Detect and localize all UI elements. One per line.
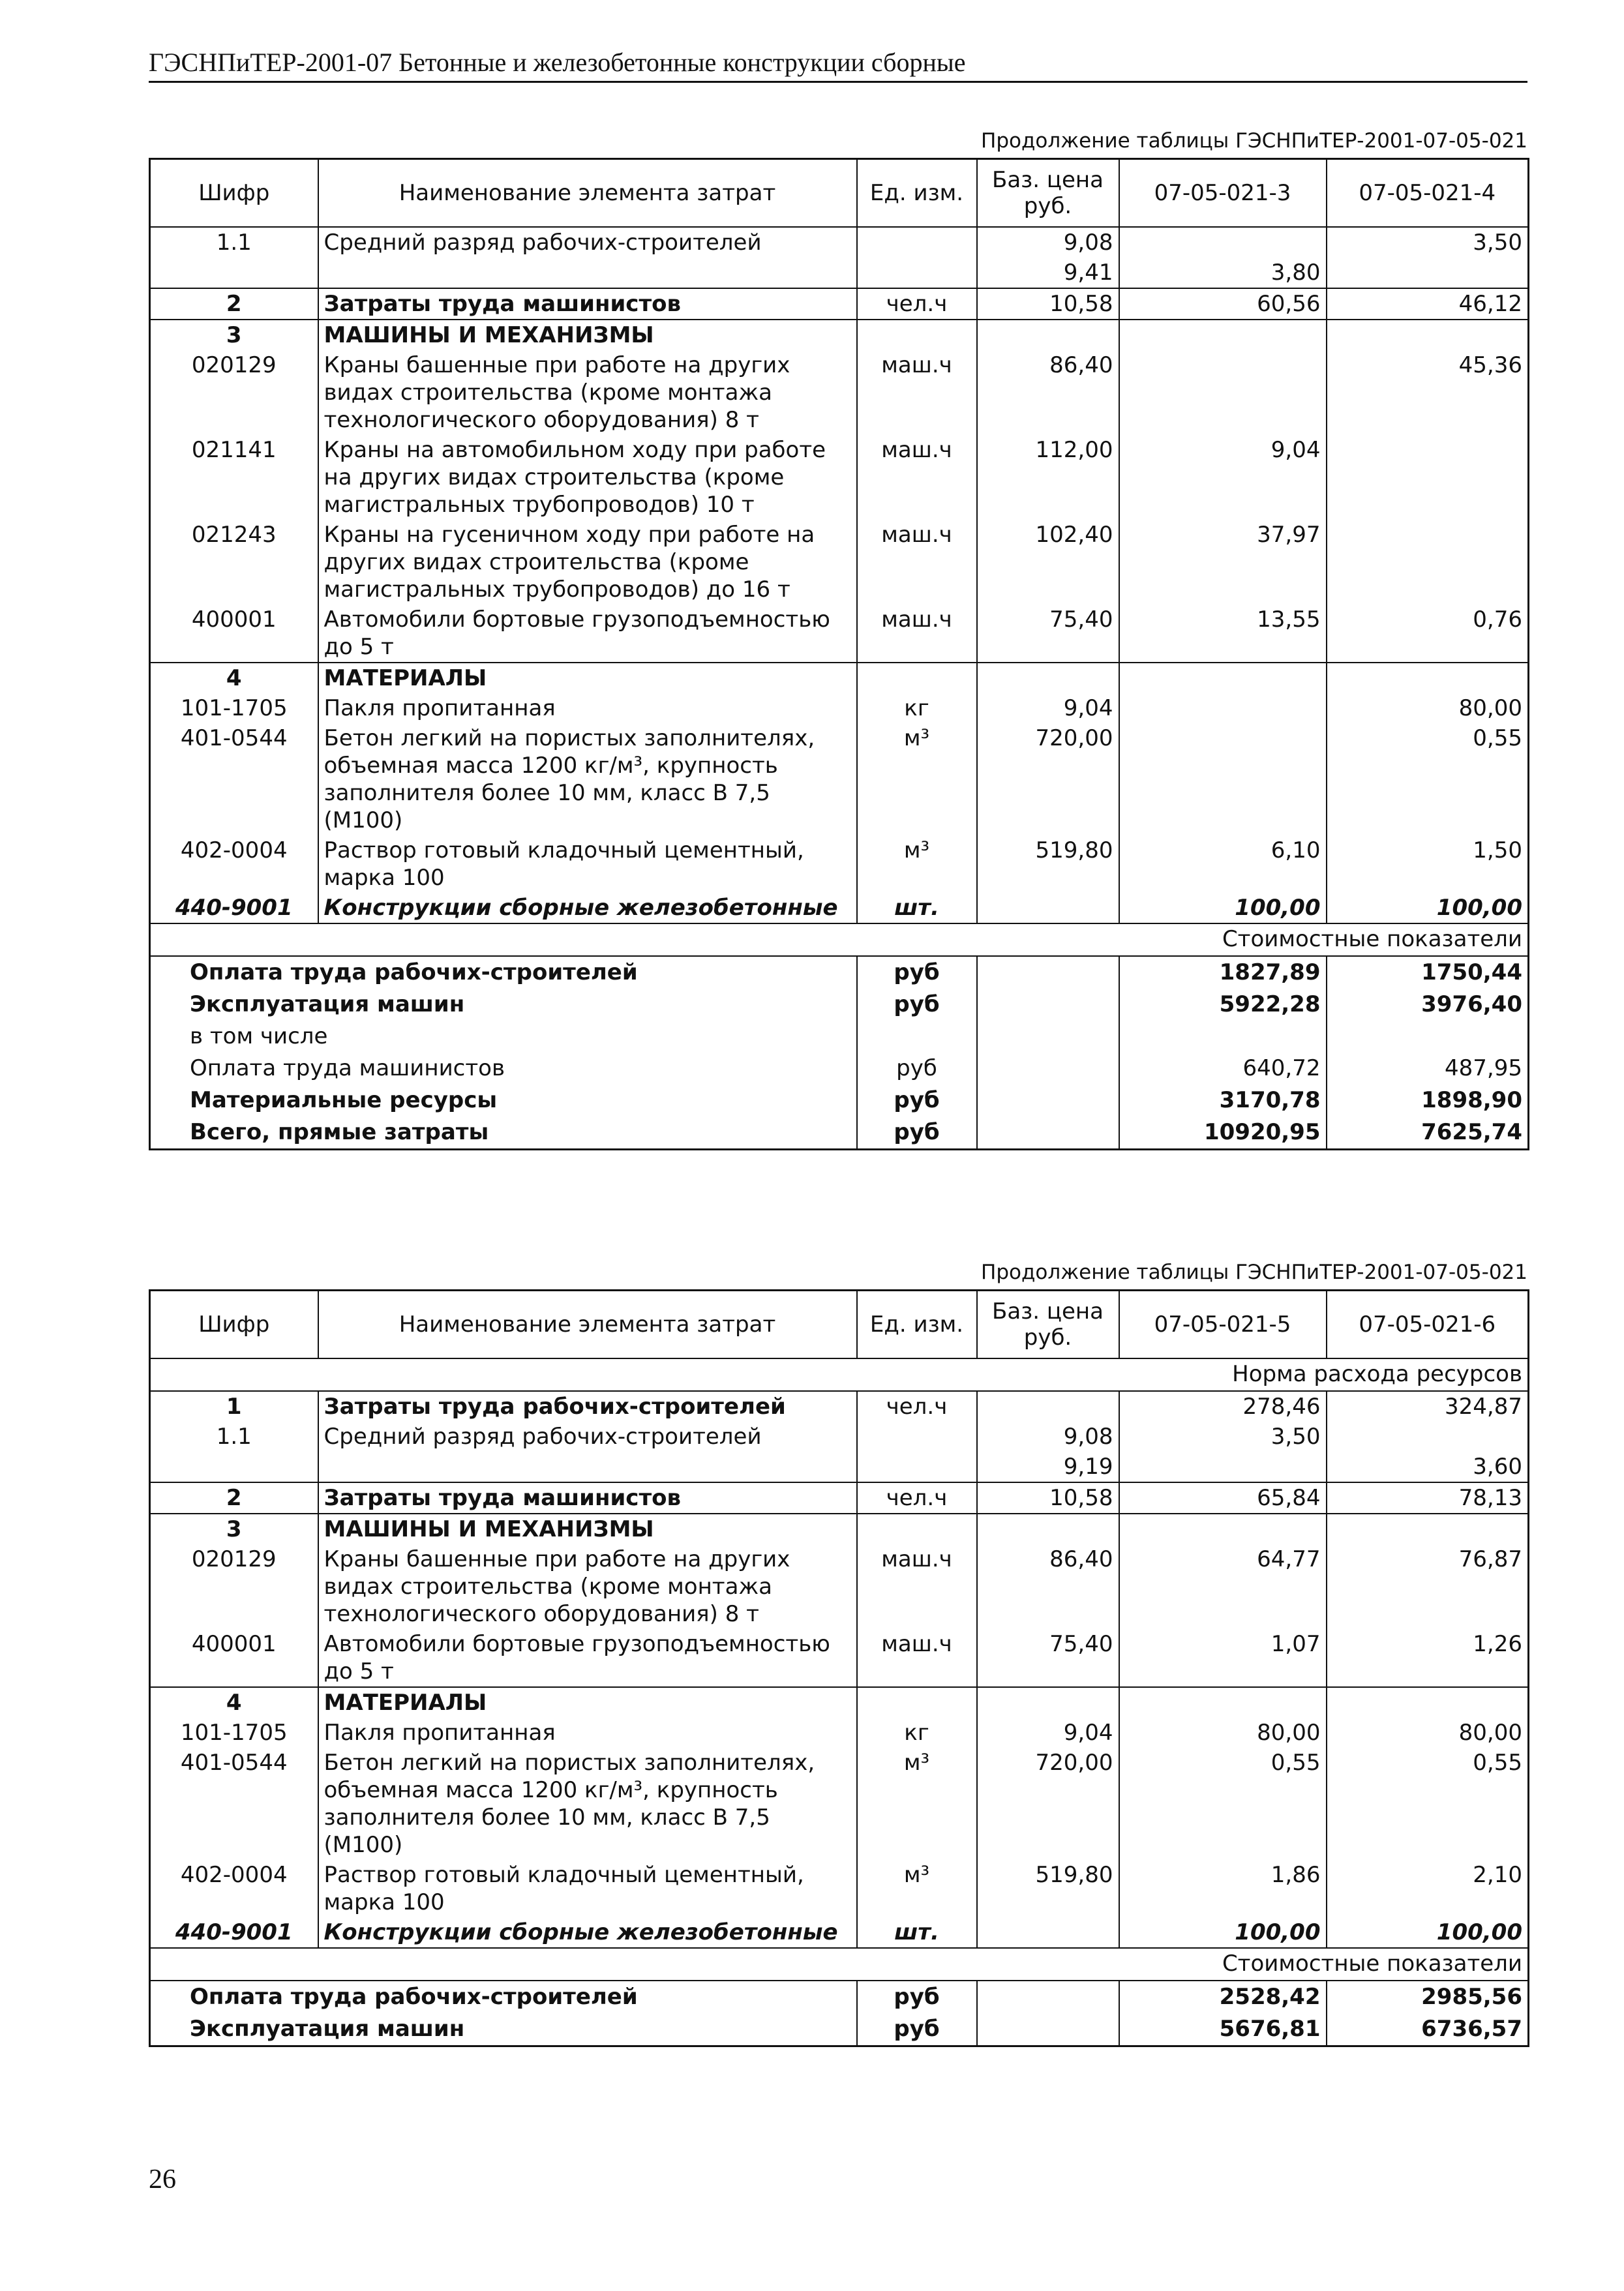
- table-row: [150, 227, 1529, 258]
- row-price: 519,80: [977, 835, 1119, 893]
- row-value-a: 3,50: [1119, 1422, 1327, 1452]
- col-header-unit: Ед. изм.: [857, 1291, 977, 1359]
- row-name: МАТЕРИАЛЫ: [318, 663, 857, 693]
- row-value-a: 65,84: [1119, 1482, 1327, 1514]
- col-header-b: 07-05-021-4: [1327, 159, 1529, 228]
- row-value-b: [1327, 1422, 1529, 1452]
- row-value-a: 9,04: [1119, 435, 1327, 520]
- cost-value-a: 3170,78: [1119, 1085, 1327, 1116]
- row-value-a: [1119, 1452, 1327, 1482]
- row-code: 3: [150, 320, 318, 350]
- row-name: Конструкции сборные железобетонные: [318, 893, 857, 923]
- cost-value-b: 7625,74: [1327, 1116, 1529, 1150]
- cost-row: [150, 1085, 1529, 1116]
- row-price: 9,19: [977, 1452, 1119, 1482]
- row-unit: маш.ч: [857, 1544, 977, 1629]
- cost-price-empty: [977, 1981, 1119, 2013]
- row-name: Бетон легкий на пористых заполнителях, объемная масса 1200 кг/м³, крупность заполнителя более 10 мм, класс В 7,5 (М100): [318, 723, 857, 835]
- row-value-a: 1,07: [1119, 1629, 1327, 1687]
- cost-row: [150, 1116, 1529, 1150]
- cost-price-empty: [977, 956, 1119, 989]
- cost-price-empty: [977, 1085, 1119, 1116]
- norm-band-label: Норма расхода ресурсов: [150, 1358, 1529, 1391]
- table-row: [150, 1482, 1529, 1514]
- row-name: МАШИНЫ И МЕХАНИЗМЫ: [318, 320, 857, 350]
- cost-band-label: Стоимостные показатели: [150, 923, 1529, 956]
- row-code: 020129: [150, 1544, 318, 1629]
- row-unit: маш.ч: [857, 520, 977, 605]
- row-value-b: 45,36: [1327, 350, 1529, 435]
- cost-band-row: [150, 1948, 1529, 1981]
- row-price: 519,80: [977, 1860, 1119, 1917]
- row-unit: [857, 258, 977, 288]
- table-row: [150, 258, 1529, 288]
- cost-value-a: [1119, 1021, 1327, 1053]
- row-price: 9,08: [977, 227, 1119, 258]
- row-value-b: 80,00: [1327, 1718, 1529, 1748]
- cost-value-b: 2985,56: [1327, 1981, 1529, 2013]
- row-code: 3: [150, 1514, 318, 1544]
- row-name: Краны на автомобильном ходу при работе на других видах строительства (кроме магистральных трубопроводов) 10 т: [318, 435, 857, 520]
- row-code: 021243: [150, 520, 318, 605]
- row-price: [977, 893, 1119, 923]
- row-name: Автомобили бортовые грузоподъемностью до 5 т: [318, 605, 857, 663]
- row-code: 402-0004: [150, 1860, 318, 1917]
- row-name: [318, 258, 857, 288]
- table-row: [150, 893, 1529, 923]
- row-value-b: [1327, 663, 1529, 693]
- row-code: [150, 1452, 318, 1482]
- row-code: 101-1705: [150, 1718, 318, 1748]
- cost-unit: руб: [857, 2013, 977, 2046]
- cost-row: [150, 1981, 1529, 2013]
- row-code: 1.1: [150, 227, 318, 258]
- row-name: Затраты труда рабочих-строителей: [318, 1391, 857, 1422]
- table-row: [150, 1718, 1529, 1748]
- header-rule: [149, 81, 1527, 83]
- row-value-a: [1119, 663, 1327, 693]
- row-code: 1: [150, 1391, 318, 1422]
- table-row: [150, 1452, 1529, 1482]
- table-row: [150, 1687, 1529, 1718]
- cost-band-label: Стоимостные показатели: [150, 1948, 1529, 1981]
- row-price: [977, 1391, 1119, 1422]
- row-price: 10,58: [977, 1482, 1119, 1514]
- row-price: 9,41: [977, 258, 1119, 288]
- table-row: [150, 723, 1529, 835]
- table-row: [150, 1629, 1529, 1687]
- row-code: 440-9001: [150, 1917, 318, 1948]
- cost-unit: руб: [857, 1116, 977, 1150]
- cost-name: Эксплуатация машин: [150, 2013, 857, 2046]
- table-row: [150, 288, 1529, 320]
- row-code: 2: [150, 1482, 318, 1514]
- cost-row: [150, 2013, 1529, 2046]
- page-number: 26: [149, 2164, 176, 2194]
- row-value-a: [1119, 723, 1327, 835]
- row-name: Краны башенные при работе на других видах строительства (кроме монтажа технологического оборудования) 8 т: [318, 350, 857, 435]
- row-name: Раствор готовый кладочный цементный, марка 100: [318, 835, 857, 893]
- cost-name: Материальные ресурсы: [150, 1085, 857, 1116]
- row-code: 1.1: [150, 1422, 318, 1452]
- row-value-b: 46,12: [1327, 288, 1529, 320]
- running-header: ГЭСНПиТЕР-2001-07 Бетонные и железобетонные конструкции сборные: [149, 48, 966, 77]
- row-name: Конструкции сборные железобетонные: [318, 1917, 857, 1948]
- row-value-b: 0,76: [1327, 605, 1529, 663]
- table-row: [150, 1917, 1529, 1948]
- row-price: 9,08: [977, 1422, 1119, 1452]
- row-value-a: [1119, 227, 1327, 258]
- row-unit: [857, 663, 977, 693]
- cost-band-row: [150, 923, 1529, 956]
- row-value-a: 13,55: [1119, 605, 1327, 663]
- row-price: 86,40: [977, 350, 1119, 435]
- row-value-a: [1119, 1514, 1327, 1544]
- row-code: 402-0004: [150, 835, 318, 893]
- table-row: [150, 350, 1529, 435]
- row-value-a: 64,77: [1119, 1544, 1327, 1629]
- row-price: 9,04: [977, 1718, 1119, 1748]
- row-value-a: 3,80: [1119, 258, 1327, 288]
- cost-unit: руб: [857, 1053, 977, 1085]
- row-unit: чел.ч: [857, 288, 977, 320]
- row-name: МАШИНЫ И МЕХАНИЗМЫ: [318, 1514, 857, 1544]
- row-price: [977, 1917, 1119, 1948]
- row-price: [977, 663, 1119, 693]
- row-code: 2: [150, 288, 318, 320]
- table2-header-row: [150, 1291, 1529, 1359]
- cost-value-b: 487,95: [1327, 1053, 1529, 1085]
- table-row: [150, 1748, 1529, 1860]
- row-unit: м³: [857, 1860, 977, 1917]
- row-value-b: 100,00: [1327, 893, 1529, 923]
- cost-value-a: 2528,42: [1119, 1981, 1327, 2013]
- row-unit: [857, 1452, 977, 1482]
- col-header-a: 07-05-021-5: [1119, 1291, 1327, 1359]
- cost-value-a: 5922,28: [1119, 989, 1327, 1021]
- cost-price-empty: [977, 1116, 1119, 1150]
- row-value-b: 2,10: [1327, 1860, 1529, 1917]
- cost-value-a: 10920,95: [1119, 1116, 1327, 1150]
- col-header-name: Наименование элемента затрат: [318, 159, 857, 228]
- row-price: 10,58: [977, 288, 1119, 320]
- table1-header-row: [150, 159, 1529, 228]
- row-name: Автомобили бортовые грузоподъемностью до 5 т: [318, 1629, 857, 1687]
- table1: [149, 158, 1529, 1150]
- col-header-price: Баз. цена руб.: [977, 159, 1119, 228]
- row-code: 101-1705: [150, 693, 318, 723]
- row-value-a: 1,86: [1119, 1860, 1327, 1917]
- cost-unit: руб: [857, 1981, 977, 2013]
- row-price: 112,00: [977, 435, 1119, 520]
- cost-name: Эксплуатация машин: [150, 989, 857, 1021]
- cost-row: [150, 956, 1529, 989]
- cost-price-empty: [977, 1053, 1119, 1085]
- cost-value-b: 1898,90: [1327, 1085, 1529, 1116]
- row-value-b: 3,60: [1327, 1452, 1529, 1482]
- row-value-a: 80,00: [1119, 1718, 1327, 1748]
- row-unit: [857, 1514, 977, 1544]
- col-header-a: 07-05-021-3: [1119, 159, 1327, 228]
- cost-value-a: 640,72: [1119, 1053, 1327, 1085]
- row-name: Пакля пропитанная: [318, 693, 857, 723]
- row-name: Средний разряд рабочих-строителей: [318, 1422, 857, 1452]
- row-value-a: 6,10: [1119, 835, 1327, 893]
- row-name: Краны башенные при работе на других видах строительства (кроме монтажа технологического оборудования) 8 т: [318, 1544, 857, 1629]
- row-value-b: [1327, 1687, 1529, 1718]
- row-value-a: 60,56: [1119, 288, 1327, 320]
- cost-value-b: 6736,57: [1327, 2013, 1529, 2046]
- row-unit: чел.ч: [857, 1391, 977, 1422]
- row-price: 75,40: [977, 605, 1119, 663]
- table2: [149, 1289, 1529, 2047]
- row-code: 020129: [150, 350, 318, 435]
- table1-continuation-label: Продолжение таблицы ГЭСНПиТЕР-2001-07-05-021: [981, 129, 1527, 153]
- row-value-b: 80,00: [1327, 693, 1529, 723]
- row-value-b: [1327, 320, 1529, 350]
- cost-price-empty: [977, 1021, 1119, 1053]
- col-header-price: Баз. цена руб.: [977, 1291, 1119, 1359]
- row-unit: м³: [857, 723, 977, 835]
- cost-value-b: 1750,44: [1327, 956, 1529, 989]
- table-row: [150, 605, 1529, 663]
- row-unit: [857, 227, 977, 258]
- cost-name: в том числе: [150, 1021, 857, 1053]
- table-row: [150, 1544, 1529, 1629]
- cost-value-a: 1827,89: [1119, 956, 1327, 989]
- cost-value-b: 3976,40: [1327, 989, 1529, 1021]
- row-name: Раствор готовый кладочный цементный, марка 100: [318, 1860, 857, 1917]
- row-code: 400001: [150, 605, 318, 663]
- cost-value-a: 5676,81: [1119, 2013, 1327, 2046]
- col-header-b: 07-05-021-6: [1327, 1291, 1529, 1359]
- row-unit: маш.ч: [857, 1629, 977, 1687]
- cost-row: [150, 989, 1529, 1021]
- cost-name: Оплата труда рабочих-строителей: [150, 956, 857, 989]
- cost-name: Оплата труда машинистов: [150, 1053, 857, 1085]
- row-unit: маш.ч: [857, 605, 977, 663]
- cost-row: [150, 1021, 1529, 1053]
- col-header-name: Наименование элемента затрат: [318, 1291, 857, 1359]
- row-value-b: 3,50: [1327, 227, 1529, 258]
- table2-continuation-label: Продолжение таблицы ГЭСНПиТЕР-2001-07-05-021: [981, 1261, 1527, 1284]
- row-value-a: 100,00: [1119, 1917, 1327, 1948]
- cost-unit: руб: [857, 989, 977, 1021]
- row-value-b: 0,55: [1327, 1748, 1529, 1860]
- row-code: 400001: [150, 1629, 318, 1687]
- table-row: [150, 1422, 1529, 1452]
- row-code: 440-9001: [150, 893, 318, 923]
- cost-name: Оплата труда рабочих-строителей: [150, 1981, 857, 2013]
- table-row: [150, 1391, 1529, 1422]
- row-value-b: [1327, 520, 1529, 605]
- col-header-code: Шифр: [150, 1291, 318, 1359]
- row-name: Затраты труда машинистов: [318, 1482, 857, 1514]
- row-value-a: [1119, 693, 1327, 723]
- row-code: 021141: [150, 435, 318, 520]
- row-value-b: [1327, 435, 1529, 520]
- cost-unit: [857, 1021, 977, 1053]
- row-value-a: 37,97: [1119, 520, 1327, 605]
- row-price: [977, 1687, 1119, 1718]
- table-row: [150, 835, 1529, 893]
- cost-unit: руб: [857, 956, 977, 989]
- row-code: 4: [150, 1687, 318, 1718]
- row-code: 401-0544: [150, 1748, 318, 1860]
- row-name: Краны на гусеничном ходу при работе на других видах строительства (кроме магистральных трубопроводов) до 16 т: [318, 520, 857, 605]
- row-value-b: 78,13: [1327, 1482, 1529, 1514]
- table-row: [150, 520, 1529, 605]
- row-unit: м³: [857, 1748, 977, 1860]
- row-unit: маш.ч: [857, 350, 977, 435]
- row-name: МАТЕРИАЛЫ: [318, 1687, 857, 1718]
- row-value-a: 0,55: [1119, 1748, 1327, 1860]
- row-value-a: [1119, 350, 1327, 435]
- row-value-b: 76,87: [1327, 1544, 1529, 1629]
- cost-unit: руб: [857, 1085, 977, 1116]
- row-unit: чел.ч: [857, 1482, 977, 1514]
- cost-price-empty: [977, 2013, 1119, 2046]
- row-price: 720,00: [977, 723, 1119, 835]
- col-header-code: Шифр: [150, 159, 318, 228]
- row-value-b: 100,00: [1327, 1917, 1529, 1948]
- cost-name: Всего, прямые затраты: [150, 1116, 857, 1150]
- row-name: Затраты труда машинистов: [318, 288, 857, 320]
- table-row: [150, 693, 1529, 723]
- cost-value-b: [1327, 1021, 1529, 1053]
- row-code: 4: [150, 663, 318, 693]
- row-unit: [857, 1422, 977, 1452]
- table-row: [150, 435, 1529, 520]
- cost-row: [150, 1053, 1529, 1085]
- row-price: [977, 1514, 1119, 1544]
- row-price: 75,40: [977, 1629, 1119, 1687]
- row-value-b: 324,87: [1327, 1391, 1529, 1422]
- row-unit: [857, 1687, 977, 1718]
- row-value-b: [1327, 258, 1529, 288]
- row-value-b: 1,26: [1327, 1629, 1529, 1687]
- row-unit: кг: [857, 1718, 977, 1748]
- table-row: [150, 663, 1529, 693]
- row-unit: шт.: [857, 893, 977, 923]
- row-price: 9,04: [977, 693, 1119, 723]
- row-code: [150, 258, 318, 288]
- row-name: Пакля пропитанная: [318, 1718, 857, 1748]
- row-code: 401-0544: [150, 723, 318, 835]
- norm-band-row: [150, 1358, 1529, 1391]
- row-name: Средний разряд рабочих-строителей: [318, 227, 857, 258]
- row-value-a: [1119, 1687, 1327, 1718]
- row-price: 86,40: [977, 1544, 1119, 1629]
- cost-price-empty: [977, 989, 1119, 1021]
- row-value-b: 1,50: [1327, 835, 1529, 893]
- row-value-a: 100,00: [1119, 893, 1327, 923]
- row-unit: шт.: [857, 1917, 977, 1948]
- table-row: [150, 1514, 1529, 1544]
- table-row: [150, 320, 1529, 350]
- row-unit: м³: [857, 835, 977, 893]
- row-value-b: [1327, 1514, 1529, 1544]
- row-value-a: [1119, 320, 1327, 350]
- row-value-b: 0,55: [1327, 723, 1529, 835]
- row-name: Бетон легкий на пористых заполнителях, объемная масса 1200 кг/м³, крупность заполнителя более 10 мм, класс В 7,5 (М100): [318, 1748, 857, 1860]
- row-unit: [857, 320, 977, 350]
- row-price: 720,00: [977, 1748, 1119, 1860]
- row-value-a: 278,46: [1119, 1391, 1327, 1422]
- table-row: [150, 1860, 1529, 1917]
- row-unit: маш.ч: [857, 435, 977, 520]
- row-unit: кг: [857, 693, 977, 723]
- row-price: [977, 320, 1119, 350]
- row-name: [318, 1452, 857, 1482]
- row-price: 102,40: [977, 520, 1119, 605]
- col-header-unit: Ед. изм.: [857, 159, 977, 228]
